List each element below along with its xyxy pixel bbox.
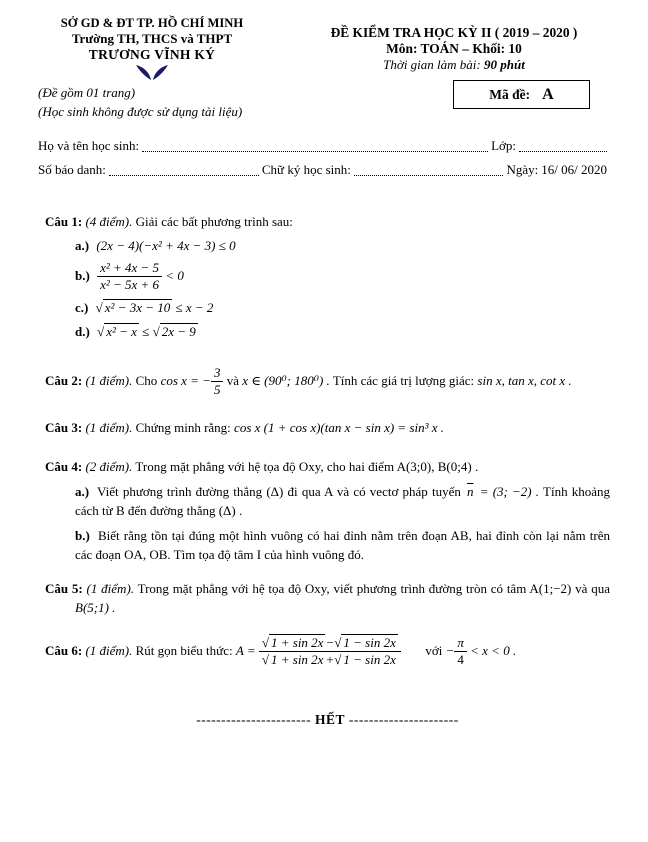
student-id-fill-line	[109, 161, 259, 176]
department-name: SỞ GD & ĐT TP. HỒ CHÍ MINH	[60, 16, 244, 30]
exam-code-label: Mã đề:	[489, 86, 531, 102]
footer-dashes-right: ----------------------	[348, 711, 459, 727]
fraction-denominator: x² − 5x + 6	[100, 277, 160, 293]
pi-over-4-fraction	[454, 636, 467, 668]
part-a-expression: (2x − 4)(−x² + 4x − 3) ≤ 0	[96, 238, 236, 254]
question-2-connector: và	[226, 372, 239, 388]
question-2-text-2: Tính các giá trị lượng giác:	[332, 372, 475, 388]
student-class-label: Lớp:	[491, 137, 516, 153]
question-5-points: (1 điểm).	[86, 580, 135, 596]
radicand: x² − 3x − 10	[104, 299, 171, 315]
question-2-fraction	[211, 366, 224, 398]
question-4-intro: Trong mặt phẳng với hệ tọa độ Oxy, cho hai điểm A(3;0), B(0;4) .	[135, 459, 479, 475]
radicand: 1 + sin 2x	[270, 652, 324, 668]
question-1-part-c	[75, 298, 610, 318]
radicand: 2x − 9	[161, 324, 196, 340]
question-6-big-fraction	[259, 636, 401, 668]
fraction-denominator	[259, 652, 401, 668]
question-4	[45, 457, 610, 477]
exam-duration	[298, 57, 610, 73]
part-a-text: Viết phương trình đường thẳng (Δ) đi qua A và có vectơ pháp tuyến	[97, 483, 461, 499]
question-3-text: Chứng minh rằng:	[135, 419, 231, 435]
exam-duration-label: Thời gian làm bài:	[383, 57, 481, 72]
question-5-point-b: B(5;1) .	[75, 600, 116, 616]
part-b-fraction	[97, 261, 162, 293]
part-d-label: d.)	[75, 324, 90, 340]
school-swallow-logo-icon	[38, 64, 266, 81]
radical	[262, 636, 326, 651]
part-c-relation: ≤ x − 2	[175, 299, 214, 315]
student-id-label: Số báo danh:	[38, 161, 106, 177]
note-pages: (Đề gồm 01 trang)	[38, 85, 136, 100]
header-row2	[38, 84, 610, 122]
question-2-expression-2: x ∈ (90⁰; 180⁰) .	[242, 372, 330, 388]
question-6-text: Rút gọn biểu thức:	[135, 642, 233, 658]
exam-date-value: 16/ 06/ 2020	[541, 161, 607, 177]
question-6-lhs: A =	[235, 642, 256, 658]
radical	[334, 653, 398, 668]
school-name: TRƯƠNG VĨNH KÝ	[88, 47, 216, 62]
school-block	[38, 16, 266, 81]
fraction-numerator: 3	[211, 366, 224, 383]
question-1	[45, 212, 610, 232]
part-b-label: b.)	[75, 527, 90, 543]
part-d-relation: ≤	[142, 324, 150, 340]
question-4-part-a	[75, 482, 610, 521]
school-type-line: Trường TH, THCS và THPT	[71, 31, 233, 46]
question-1-text: Giải các bất phương trình sau:	[135, 213, 293, 229]
exam-title: ĐỀ KIỂM TRA HỌC KỲ II ( 2019 – 2020 )	[330, 25, 578, 40]
student-name-label: Họ và tên học sinh:	[38, 137, 140, 153]
radicand: 1 + sin 2x	[270, 634, 324, 650]
operator: +	[325, 652, 335, 668]
fraction-numerator	[259, 636, 401, 653]
part-a-expression: = (3; −2) .	[479, 483, 540, 499]
question-2-points: (1 điểm).	[85, 372, 133, 388]
radical	[262, 653, 326, 668]
question-1-part-a	[75, 236, 610, 256]
question-4-part-b	[75, 526, 610, 565]
question-5-text: Trong mặt phẳng với hệ tọa độ Oxy, viết phương trình đường tròn có tâm A(1;−2) và qua	[137, 580, 611, 596]
part-a-label: a.)	[75, 483, 90, 499]
part-d-radical-left	[97, 322, 139, 342]
student-class-fill-line	[519, 137, 607, 152]
question-3-label: Câu 3:	[45, 419, 83, 435]
part-b-text: Biết rằng tồn tại đúng một hình vuông có hai đỉnh nằm trên đoạn AB, hai đỉnh còn lại nằm trên các đoạn OA, OB. Tìm tọa độ tâm I của hình vuông đó.	[75, 527, 610, 563]
exam-date-label: Ngày:	[506, 161, 539, 177]
exam-duration-value: 90 phút	[484, 57, 525, 72]
radicand: 1 − sin 2x	[343, 634, 396, 650]
normal-vector-n: $\overline{n}$	[467, 483, 474, 499]
question-1-part-b	[75, 261, 610, 293]
part-c-radical	[96, 298, 173, 318]
part-c-label: c.)	[75, 299, 89, 315]
question-5	[45, 579, 610, 618]
exam-code-value: A	[542, 85, 554, 103]
fraction-numerator: x² + 4x − 5	[97, 261, 162, 278]
fraction-denominator: 5	[213, 382, 221, 398]
question-5-label: Câu 5:	[45, 580, 83, 596]
question-2-expression-1: cos x = −	[160, 372, 211, 388]
question-2-text: Cho	[135, 372, 158, 388]
operator: −	[325, 634, 335, 650]
part-d-radical-right	[153, 322, 198, 342]
end-of-exam-line	[45, 710, 610, 730]
question-3-points: (1 điểm).	[85, 419, 133, 435]
fraction-numerator: π	[454, 636, 467, 653]
student-signature-fill-line	[354, 161, 504, 176]
question-1-points: (4 điểm).	[85, 213, 133, 229]
question-6	[45, 636, 610, 668]
question-2-label: Câu 2:	[45, 372, 83, 388]
question-6-points: (1 điểm).	[85, 642, 133, 658]
part-a-label: a.)	[75, 238, 90, 254]
exam-title-block	[298, 16, 610, 81]
student-name-fill-line	[142, 137, 488, 152]
exam-notes	[38, 84, 242, 122]
question-2-expression-3: sin x, tan x, cot x .	[477, 372, 572, 388]
questions-section	[38, 212, 610, 731]
question-2	[45, 366, 610, 398]
radical	[334, 636, 398, 651]
note-materials: (Học sinh không được sử dụng tài liệu)	[38, 103, 243, 119]
student-name-row	[38, 137, 610, 154]
part-a-text-2: Tính khoảng cách từ B đến đường thẳng (Δ) .	[75, 483, 611, 519]
question-6-with-word: với	[425, 642, 443, 658]
footer-dashes-left: -----------------------	[196, 711, 312, 727]
footer-het-word: HẾT	[314, 711, 345, 727]
exam-code-box	[453, 80, 590, 109]
exam-subject: Môn: TOÁN – Khối: 10	[386, 41, 522, 56]
part-b-relation: < 0	[165, 267, 184, 283]
student-id-row	[38, 161, 610, 178]
student-info	[38, 137, 610, 178]
question-6-tail: < x < 0 .	[470, 642, 517, 658]
header	[38, 16, 610, 81]
student-signature-label: Chữ ký học sinh:	[261, 161, 351, 177]
radicand: x² − x	[106, 324, 137, 340]
question-3-expression: cos x (1 + cos x)(tan x − sin x) = sin³ x .	[234, 419, 445, 435]
question-3	[45, 418, 610, 438]
question-1-part-d	[75, 322, 610, 342]
part-b-label: b.)	[75, 267, 90, 283]
fraction-denominator: 4	[457, 652, 464, 668]
question-4-points: (2 điểm).	[85, 459, 133, 475]
question-4-label: Câu 4:	[45, 459, 83, 475]
question-6-label: Câu 6:	[45, 642, 83, 658]
minus-sign: −	[445, 642, 455, 658]
radicand: 1 − sin 2x	[343, 652, 396, 668]
question-1-label: Câu 1:	[45, 213, 83, 229]
